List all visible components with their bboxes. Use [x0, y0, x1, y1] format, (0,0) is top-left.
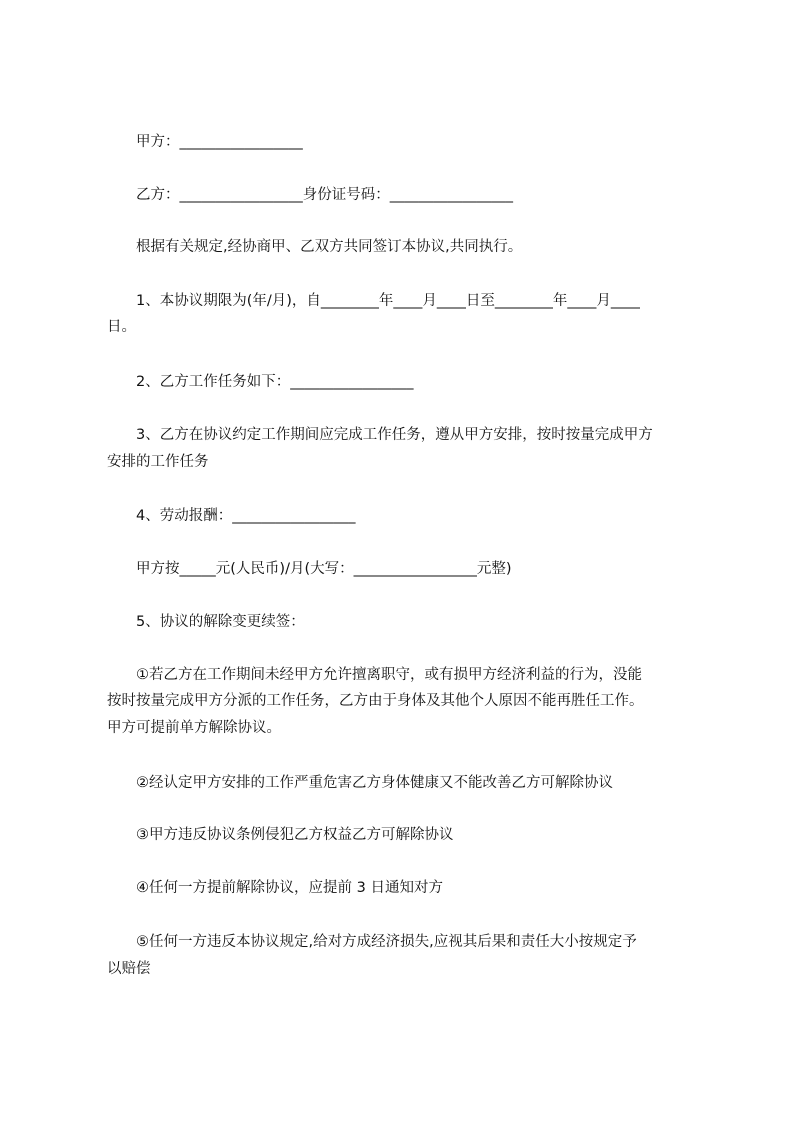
item-1-line-2: 按时按量完成甲方分派的工作任务，乙方由于身体及其他个人原因不能再胜任工作。 [107, 693, 644, 709]
item-5-line-1: ⑤任何一方违反本协议规定,给对方成经济损失,应视其后果和责任大小按规定予 [136, 934, 637, 950]
clause-1-line-1: 1、本协议期限为(年/月)，自________年____月____日至________年____月____ [136, 293, 640, 309]
item-4: ④任何一方提前解除协议，应提前 3 日通知对方 [136, 880, 443, 896]
clause-4-pay: 甲方按_____元(人民币)/月(大写：_________________元整) [136, 561, 512, 577]
party-b-line: 乙方：_________________身份证号码：_________________ [136, 187, 513, 203]
clause-2: 2、乙方工作任务如下：_________________ [136, 374, 414, 390]
clause-5: 5、协议的解除变更续签： [136, 614, 305, 630]
item-1-line-1: ①若乙方在工作期间未经甲方允许擅离职守，或有损甲方经济利益的行为，没能 [136, 667, 642, 683]
party-a-line: 甲方：_________________ [136, 134, 303, 150]
clause-1-line-2: 日。 [107, 319, 136, 335]
intro-paragraph: 根据有关规定,经协商甲、乙双方共同签订本协议,共同执行。 [136, 239, 523, 255]
item-3: ③甲方违反协议条例侵犯乙方权益乙方可解除协议 [136, 827, 454, 843]
clause-3-line-2: 安排的工作任务 [107, 454, 209, 470]
item-5-line-2: 以赔偿 [107, 961, 151, 977]
item-2: ②经认定甲方安排的工作严重危害乙方身体健康又不能改善乙方可解除协议 [136, 775, 613, 791]
item-1-line-3: 甲方可提前单方解除协议。 [107, 720, 281, 736]
clause-4: 4、劳动报酬：_________________ [136, 508, 356, 524]
clause-3-line-1: 3、乙方在协议约定工作期间应完成工作任务，遵从甲方安排，按时按量完成甲方 [136, 427, 653, 443]
